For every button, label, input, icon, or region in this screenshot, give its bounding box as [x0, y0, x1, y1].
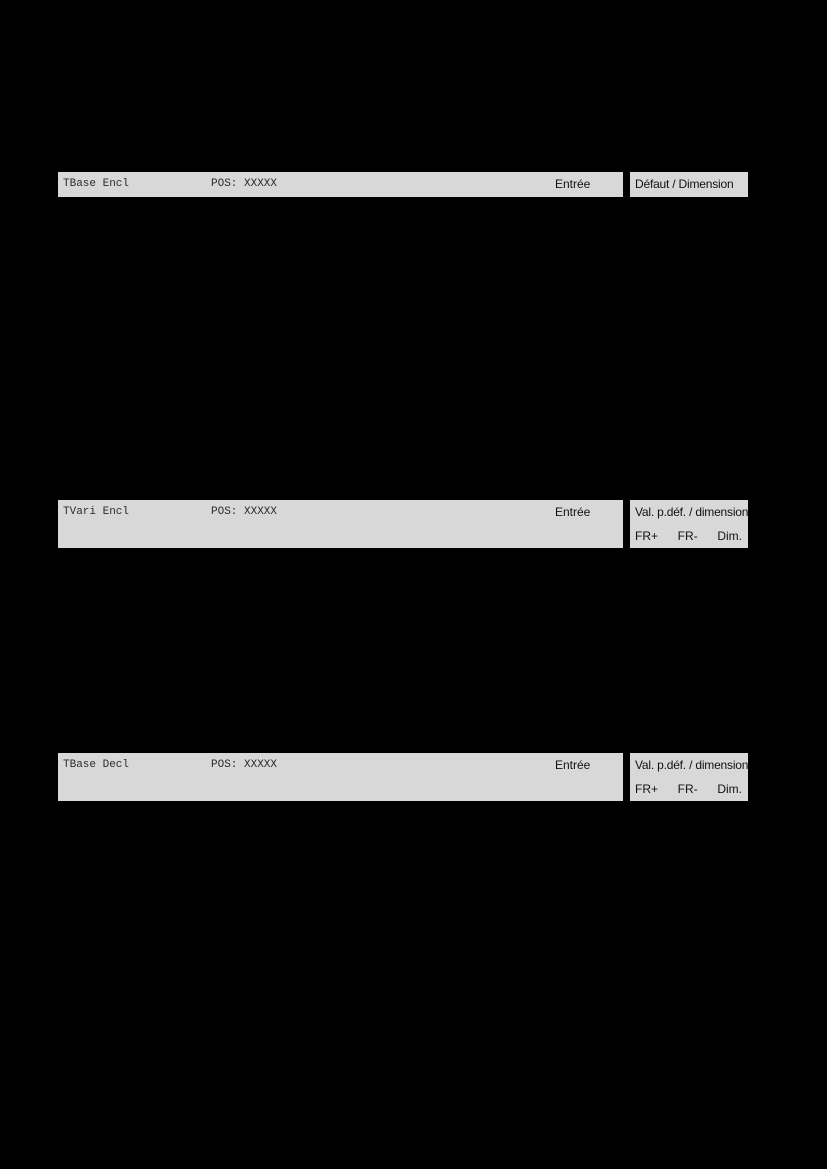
param-header-row — [58, 172, 623, 197]
dim-column-header: Dim. — [717, 529, 742, 543]
param-header-side-cell — [630, 500, 748, 548]
param-header-main-cell — [58, 753, 623, 801]
entry-column-header: Entrée — [555, 177, 591, 191]
param-header-tbase-encl — [58, 172, 748, 197]
default-dimension-column-header: Val. p.déf. / dimension — [635, 758, 749, 772]
param-name-label: TBase Decl — [63, 759, 130, 771]
fr-minus-column-header: FR- — [677, 529, 698, 543]
fr-plus-column-header: FR+ — [635, 782, 659, 796]
fr-dim-subcolumns — [630, 524, 748, 548]
default-dimension-column-header: Défaut / Dimension — [635, 177, 734, 191]
param-header-tbase-decl — [58, 753, 748, 801]
pos-code-label: POS: XXXXX — [211, 506, 278, 518]
entry-column-header: Entrée — [555, 505, 591, 519]
fr-minus-column-header: FR- — [677, 782, 698, 796]
param-header-tvari-encl — [58, 500, 748, 548]
default-dimension-column-header: Val. p.déf. / dimension — [635, 505, 749, 519]
param-name-label: TBase Encl — [63, 178, 130, 190]
param-header-side-cell — [630, 172, 748, 197]
param-header-row — [58, 500, 623, 524]
entry-column-header: Entrée — [555, 758, 591, 772]
cell-divider — [623, 753, 630, 801]
param-header-main-cell — [58, 500, 623, 548]
dim-column-header: Dim. — [717, 782, 742, 796]
param-header-main-cell — [58, 172, 623, 197]
pos-code-label: POS: XXXXX — [211, 759, 278, 771]
param-header-row — [58, 753, 623, 777]
cell-divider — [623, 172, 630, 197]
fr-plus-column-header: FR+ — [635, 529, 659, 543]
pos-code-label: POS: XXXXX — [211, 178, 278, 190]
param-name-label: TVari Encl — [63, 506, 130, 518]
param-header-side-cell — [630, 753, 748, 801]
fr-dim-subcolumns — [630, 777, 748, 801]
cell-divider — [623, 500, 630, 548]
